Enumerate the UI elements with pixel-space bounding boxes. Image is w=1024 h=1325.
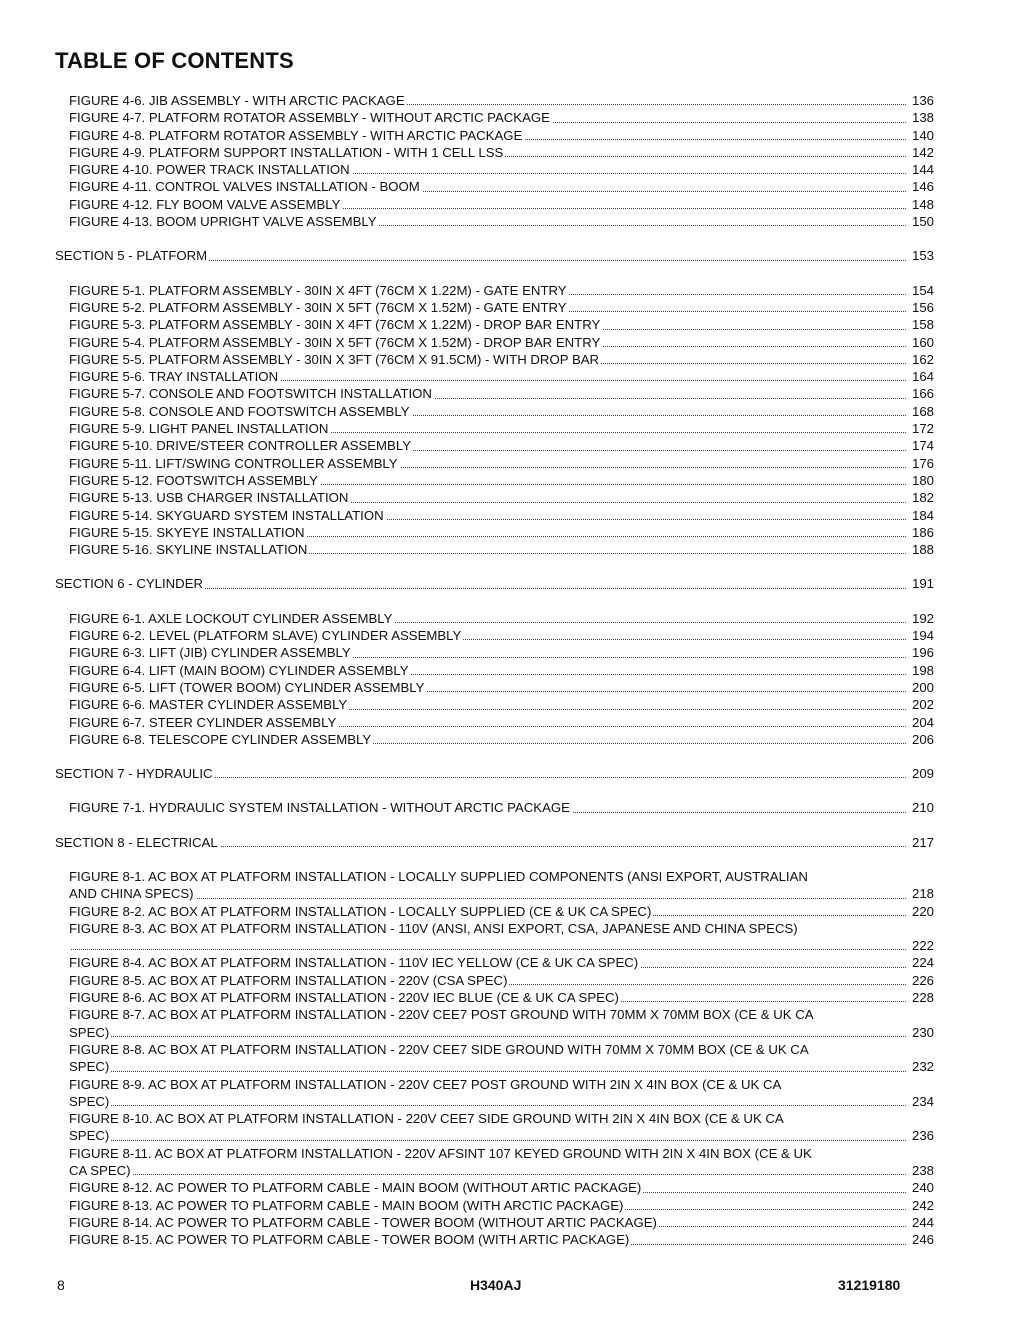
toc-page-number: 209 bbox=[911, 766, 934, 782]
toc-figure-entry[interactable] bbox=[69, 541, 934, 558]
toc-figure-entry[interactable] bbox=[69, 627, 934, 644]
toc-section-entry[interactable] bbox=[55, 834, 934, 851]
toc-page-number: 246 bbox=[911, 1232, 934, 1248]
toc-figure-entry[interactable] bbox=[69, 1093, 934, 1110]
toc-entry-title-line[interactable]: FIGURE 8-7. AC BOX AT PLATFORM INSTALLATION - 220V CEE7 POST GROUND WITH 70MM X 70MM BOX (CE & UK CA bbox=[69, 1007, 814, 1023]
page-title: TABLE OF CONTENTS bbox=[55, 48, 294, 73]
toc-spacer bbox=[0, 851, 1024, 868]
toc-section-entry[interactable] bbox=[55, 575, 934, 592]
toc-page-number: 234 bbox=[911, 1093, 934, 1109]
dot-leader bbox=[69, 1174, 906, 1175]
toc-entry-label: FIGURE 5-10. DRIVE/STEER CONTROLLER ASSEMBLY bbox=[69, 438, 411, 454]
toc-page-number: 191 bbox=[911, 576, 934, 592]
toc-page-number: 148 bbox=[911, 196, 934, 212]
toc-page-number: 186 bbox=[911, 524, 934, 540]
toc-figure-entry[interactable] bbox=[69, 1058, 934, 1075]
toc-entry-label: FIGURE 6-4. LIFT (MAIN BOOM) CYLINDER ASSEMBLY bbox=[69, 662, 409, 678]
toc-entry-label: FIGURE 5-11. LIFT/SWING CONTROLLER ASSEMBLY bbox=[69, 455, 398, 471]
toc-figure-entry[interactable] bbox=[69, 1231, 934, 1248]
toc-page-number: 180 bbox=[911, 472, 934, 488]
toc-entry-label: FIGURE 5-7. CONSOLE AND FOOTSWITCH INSTALLATION bbox=[69, 386, 432, 402]
toc-entry-label: FIGURE 4-6. JIB ASSEMBLY - WITH ARCTIC PACKAGE bbox=[69, 93, 405, 108]
toc-figure-entry[interactable] bbox=[69, 472, 934, 489]
toc-figure-entry[interactable] bbox=[69, 213, 934, 230]
toc-page-number: 192 bbox=[911, 610, 934, 626]
toc-figure-entry[interactable] bbox=[69, 92, 934, 109]
toc-entry-label: FIGURE 6-2. LEVEL (PLATFORM SLAVE) CYLINDER ASSEMBLY bbox=[69, 628, 462, 644]
toc-figure-entry[interactable] bbox=[69, 299, 934, 316]
toc-page-number: 166 bbox=[911, 386, 934, 402]
toc-figure-entry[interactable] bbox=[69, 489, 934, 506]
toc-entry-label: FIGURE 4-9. PLATFORM SUPPORT INSTALLATION - WITH 1 CELL LSS bbox=[69, 144, 504, 160]
toc-figure-entry[interactable] bbox=[69, 1162, 934, 1179]
toc-figure-entry[interactable] bbox=[69, 1127, 934, 1144]
toc-figure-entry[interactable] bbox=[69, 334, 934, 351]
toc-section-entry[interactable] bbox=[55, 765, 934, 782]
toc-page-number: 158 bbox=[911, 317, 934, 333]
toc-figure-entry[interactable] bbox=[69, 903, 934, 920]
toc-entry-label: FIGURE 8-13. AC POWER TO PLATFORM CABLE - MAIN BOOM (WITH ARCTIC PACKAGE) bbox=[69, 1197, 624, 1213]
toc-figure-entry[interactable] bbox=[69, 696, 934, 713]
toc-entry-label: FIGURE 8-5. AC BOX AT PLATFORM INSTALLATION - 220V (CSA SPEC) bbox=[69, 972, 508, 988]
toc-entry-label: FIGURE 4-11. CONTROL VALVES INSTALLATION - BOOM bbox=[69, 179, 420, 195]
toc-entry-title-line[interactable]: FIGURE 8-8. AC BOX AT PLATFORM INSTALLATION - 220V CEE7 SIDE GROUND WITH 70MM X 70MM BOX (CE & UK CA bbox=[69, 1041, 809, 1057]
toc-figure-entry[interactable] bbox=[69, 507, 934, 524]
toc-figure-entry[interactable] bbox=[69, 127, 934, 144]
toc-page-number: 204 bbox=[911, 714, 934, 730]
toc-page-number: 218 bbox=[911, 886, 934, 902]
toc-figure-entry[interactable] bbox=[69, 1197, 934, 1214]
toc-entry-label: FIGURE 8-12. AC POWER TO PLATFORM CABLE - MAIN BOOM (WITHOUT ARTIC PACKAGE) bbox=[69, 1180, 642, 1196]
toc-page-number: 224 bbox=[911, 955, 934, 971]
toc-spacer bbox=[0, 593, 1024, 610]
toc-page-number: 226 bbox=[911, 972, 934, 988]
toc-entry-label: SPEC) bbox=[69, 1024, 110, 1040]
toc-entry-label: FIGURE 5-13. USB CHARGER INSTALLATION bbox=[69, 490, 349, 506]
footer-model: H340AJ bbox=[470, 1277, 522, 1293]
toc-page-number: 206 bbox=[911, 731, 934, 747]
toc-page-number: 156 bbox=[911, 299, 934, 315]
toc-page-number: 174 bbox=[911, 438, 934, 454]
toc-page-number: 164 bbox=[911, 369, 934, 385]
toc-figure-entry[interactable] bbox=[69, 403, 934, 420]
toc-figure-entry[interactable] bbox=[69, 1214, 934, 1231]
toc-page-number: 236 bbox=[911, 1128, 934, 1144]
dot-leader bbox=[69, 1105, 906, 1106]
toc-page-number: 136 bbox=[911, 93, 934, 108]
toc-entry-label: SPEC) bbox=[69, 1093, 110, 1109]
toc-entry-label: FIGURE 5-3. PLATFORM ASSEMBLY - 30IN X 4FT (76CM X 1.22M) - DROP BAR ENTRY bbox=[69, 317, 601, 333]
toc-entry-label: SECTION 7 - HYDRAULIC bbox=[55, 766, 213, 782]
toc-figure-entry[interactable] bbox=[69, 972, 934, 989]
toc-figure-entry[interactable] bbox=[69, 714, 934, 731]
toc-entry-label: FIGURE 6-1. AXLE LOCKOUT CYLINDER ASSEMBLY bbox=[69, 610, 393, 626]
toc-entry-label: FIGURE 8-4. AC BOX AT PLATFORM INSTALLATION - 110V IEC YELLOW (CE & UK CA SPEC) bbox=[69, 955, 639, 971]
toc-page-number: 210 bbox=[911, 800, 934, 816]
toc-entry-label: FIGURE 4-12. FLY BOOM VALVE ASSEMBLY bbox=[69, 196, 341, 212]
toc-entry-label: SECTION 6 - CYLINDER bbox=[55, 576, 204, 592]
toc-page-number: 184 bbox=[911, 507, 934, 523]
toc-figure-entry[interactable] bbox=[69, 196, 934, 213]
toc-entry-label: FIGURE 8-2. AC BOX AT PLATFORM INSTALLATION - LOCALLY SUPPLIED (CE & UK CA SPEC) bbox=[69, 903, 652, 919]
toc-entry-title-line[interactable]: FIGURE 8-9. AC BOX AT PLATFORM INSTALLATION - 220V CEE7 POST GROUND WITH 2IN X 4IN BOX (CE & UK CA bbox=[69, 1076, 782, 1092]
toc-figure-entry[interactable] bbox=[69, 437, 934, 454]
toc-page-number: 146 bbox=[911, 179, 934, 195]
toc-entry-label: FIGURE 8-15. AC POWER TO PLATFORM CABLE - TOWER BOOM (WITH ARTIC PACKAGE) bbox=[69, 1232, 630, 1248]
toc-figure-entry[interactable] bbox=[69, 524, 934, 541]
toc-entry-label: SECTION 5 - PLATFORM bbox=[55, 248, 208, 264]
toc-entry-label: FIGURE 8-6. AC BOX AT PLATFORM INSTALLATION - 220V IEC BLUE (CE & UK CA SPEC) bbox=[69, 990, 619, 1006]
toc-entry-label: FIGURE 5-15. SKYEYE INSTALLATION bbox=[69, 524, 305, 540]
toc-figure-entry[interactable] bbox=[69, 368, 934, 385]
toc-figure-entry[interactable] bbox=[69, 679, 934, 696]
toc-entry-label: SPEC) bbox=[69, 1059, 110, 1075]
dot-leader bbox=[69, 1036, 906, 1037]
toc-entry-label: FIGURE 8-14. AC POWER TO PLATFORM CABLE - TOWER BOOM (WITHOUT ARTIC PACKAGE) bbox=[69, 1214, 657, 1230]
toc-page-number: 196 bbox=[911, 645, 934, 661]
toc-entry-label bbox=[69, 938, 71, 953]
toc-figure-entry[interactable] bbox=[69, 731, 934, 748]
toc-section-entry[interactable] bbox=[55, 247, 934, 264]
footer-page-number: 8 bbox=[57, 1277, 65, 1293]
toc-page-number: 162 bbox=[911, 351, 934, 367]
toc-figure-entry[interactable] bbox=[69, 1024, 934, 1041]
toc-entry-label: FIGURE 5-8. CONSOLE AND FOOTSWITCH ASSEMBLY bbox=[69, 403, 410, 419]
toc-figure-entry[interactable] bbox=[69, 316, 934, 333]
toc-figure-entry[interactable] bbox=[69, 937, 934, 954]
table-of-contents bbox=[0, 92, 1024, 1249]
toc-page-number: 217 bbox=[911, 834, 934, 850]
toc-page-number: 153 bbox=[911, 248, 934, 264]
toc-entry-label: FIGURE 6-5. LIFT (TOWER BOOM) CYLINDER ASSEMBLY bbox=[69, 679, 425, 695]
toc-entry-label: FIGURE 5-5. PLATFORM ASSEMBLY - 30IN X 3FT (76CM X 91.5CM) - WITH DROP BAR bbox=[69, 351, 600, 367]
toc-entry-label: FIGURE 6-3. LIFT (JIB) CYLINDER ASSEMBLY bbox=[69, 645, 351, 661]
toc-page-number: 188 bbox=[911, 542, 934, 558]
toc-page-number: 144 bbox=[911, 162, 934, 178]
toc-figure-entry[interactable] bbox=[69, 455, 934, 472]
toc-page-number: 222 bbox=[911, 938, 934, 954]
toc-entry-label: CA SPEC) bbox=[69, 1163, 131, 1179]
toc-page-number: 242 bbox=[911, 1197, 934, 1213]
toc-page-number: 168 bbox=[911, 403, 934, 419]
toc-page-number: 238 bbox=[911, 1163, 934, 1179]
toc-page-number: 172 bbox=[911, 421, 934, 437]
toc-entry-label: FIGURE 4-8. PLATFORM ROTATOR ASSEMBLY - WITH ARCTIC PACKAGE bbox=[69, 127, 523, 143]
dot-leader bbox=[69, 1140, 906, 1141]
toc-page-number: 232 bbox=[911, 1059, 934, 1075]
toc-page-number: 142 bbox=[911, 144, 934, 160]
dot-leader bbox=[69, 949, 906, 950]
toc-figure-entry[interactable] bbox=[69, 1179, 934, 1196]
toc-entry-label: FIGURE 7-1. HYDRAULIC SYSTEM INSTALLATION - WITHOUT ARCTIC PACKAGE bbox=[69, 800, 570, 816]
toc-page-number: 200 bbox=[911, 679, 934, 695]
toc-spacer bbox=[0, 265, 1024, 282]
toc-page-number: 220 bbox=[911, 903, 934, 919]
toc-entry-label: FIGURE 5-12. FOOTSWITCH ASSEMBLY bbox=[69, 472, 318, 488]
toc-entry-label: SECTION 8 - ELECTRICAL bbox=[55, 834, 218, 850]
toc-page-number: 244 bbox=[911, 1214, 934, 1230]
toc-page-number: 240 bbox=[911, 1180, 934, 1196]
toc-spacer bbox=[0, 782, 1024, 799]
toc-figure-entry[interactable] bbox=[69, 178, 934, 195]
toc-entry-title-line[interactable]: FIGURE 8-1. AC BOX AT PLATFORM INSTALLATION - LOCALLY SUPPLIED COMPONENTS (ANSI EXPORT, AUSTRALIAN bbox=[69, 868, 808, 884]
toc-entry-label: FIGURE 4-7. PLATFORM ROTATOR ASSEMBLY - WITHOUT ARCTIC PACKAGE bbox=[69, 110, 550, 126]
toc-page-number: 198 bbox=[911, 662, 934, 678]
toc-page-number: 150 bbox=[911, 214, 934, 230]
toc-figure-entry[interactable] bbox=[69, 644, 934, 661]
toc-spacer bbox=[0, 817, 1024, 834]
toc-entry-title-line[interactable]: FIGURE 8-11. AC BOX AT PLATFORM INSTALLATION - 220V AFSINT 107 KEYED GROUND WITH 2IN X 4IN BOX (CE & UK bbox=[69, 1145, 812, 1161]
toc-figure-entry[interactable] bbox=[69, 662, 934, 679]
toc-entry-label: SPEC) bbox=[69, 1128, 110, 1144]
toc-entry-label: FIGURE 5-4. PLATFORM ASSEMBLY - 30IN X 5FT (76CM X 1.52M) - DROP BAR ENTRY bbox=[69, 334, 601, 350]
toc-page-number: 202 bbox=[911, 697, 934, 713]
toc-entry-label: FIGURE 4-13. BOOM UPRIGHT VALVE ASSEMBLY bbox=[69, 214, 377, 230]
toc-figure-entry[interactable] bbox=[69, 109, 934, 126]
toc-spacer bbox=[0, 748, 1024, 765]
toc-page-number: 182 bbox=[911, 490, 934, 506]
toc-spacer bbox=[0, 558, 1024, 575]
toc-entry-label: FIGURE 5-9. LIGHT PANEL INSTALLATION bbox=[69, 421, 329, 437]
toc-figure-entry[interactable] bbox=[69, 989, 934, 1006]
toc-figure-entry[interactable] bbox=[69, 885, 934, 902]
toc-figure-entry[interactable] bbox=[69, 610, 934, 627]
toc-entry-label: FIGURE 6-6. MASTER CYLINDER ASSEMBLY bbox=[69, 697, 348, 713]
toc-entry-label: FIGURE 5-1. PLATFORM ASSEMBLY - 30IN X 4FT (76CM X 1.22M) - GATE ENTRY bbox=[69, 282, 567, 298]
toc-figure-entry[interactable] bbox=[69, 799, 934, 816]
toc-page-number: 230 bbox=[911, 1024, 934, 1040]
toc-figure-entry[interactable] bbox=[69, 282, 934, 299]
toc-entry-title-line[interactable]: FIGURE 8-10. AC BOX AT PLATFORM INSTALLATION - 220V CEE7 SIDE GROUND WITH 2IN X 4IN BOX (CE & UK CA bbox=[69, 1111, 784, 1127]
toc-entry-label: FIGURE 5-16. SKYLINE INSTALLATION bbox=[69, 542, 308, 558]
toc-page-number: 176 bbox=[911, 455, 934, 471]
toc-spacer bbox=[0, 230, 1024, 247]
toc-entry-label: FIGURE 5-2. PLATFORM ASSEMBLY - 30IN X 5FT (76CM X 1.52M) - GATE ENTRY bbox=[69, 299, 567, 315]
toc-entry-title-line[interactable]: FIGURE 8-3. AC BOX AT PLATFORM INSTALLATION - 110V (ANSI, ANSI EXPORT, CSA, JAPANESE AND CHINA SPECS) bbox=[69, 920, 798, 936]
toc-entry-label: FIGURE 5-6. TRAY INSTALLATION bbox=[69, 369, 279, 385]
toc-entry-label: AND CHINA SPECS) bbox=[69, 886, 194, 902]
toc-page-number: 138 bbox=[911, 110, 934, 126]
toc-figure-entry[interactable] bbox=[69, 954, 934, 971]
toc-entry-label: FIGURE 6-7. STEER CYLINDER ASSEMBLY bbox=[69, 714, 337, 730]
toc-figure-entry[interactable] bbox=[69, 144, 934, 161]
toc-page-number: 228 bbox=[911, 990, 934, 1006]
toc-entry-label: FIGURE 6-8. TELESCOPE CYLINDER ASSEMBLY bbox=[69, 731, 372, 747]
footer-doc-number: 31219180 bbox=[838, 1277, 901, 1293]
dot-leader bbox=[69, 1071, 906, 1072]
toc-page-number: 194 bbox=[911, 628, 934, 644]
toc-page-number: 154 bbox=[911, 282, 934, 298]
toc-page-number: 160 bbox=[911, 334, 934, 350]
toc-figure-entry[interactable] bbox=[69, 420, 934, 437]
toc-entry-label: FIGURE 5-14. SKYGUARD SYSTEM INSTALLATION bbox=[69, 507, 384, 523]
toc-figure-entry[interactable] bbox=[69, 351, 934, 368]
toc-entry-label: FIGURE 4-10. POWER TRACK INSTALLATION bbox=[69, 162, 350, 178]
toc-figure-entry[interactable] bbox=[69, 385, 934, 402]
toc-page-number: 140 bbox=[911, 127, 934, 143]
toc-figure-entry[interactable] bbox=[69, 161, 934, 178]
